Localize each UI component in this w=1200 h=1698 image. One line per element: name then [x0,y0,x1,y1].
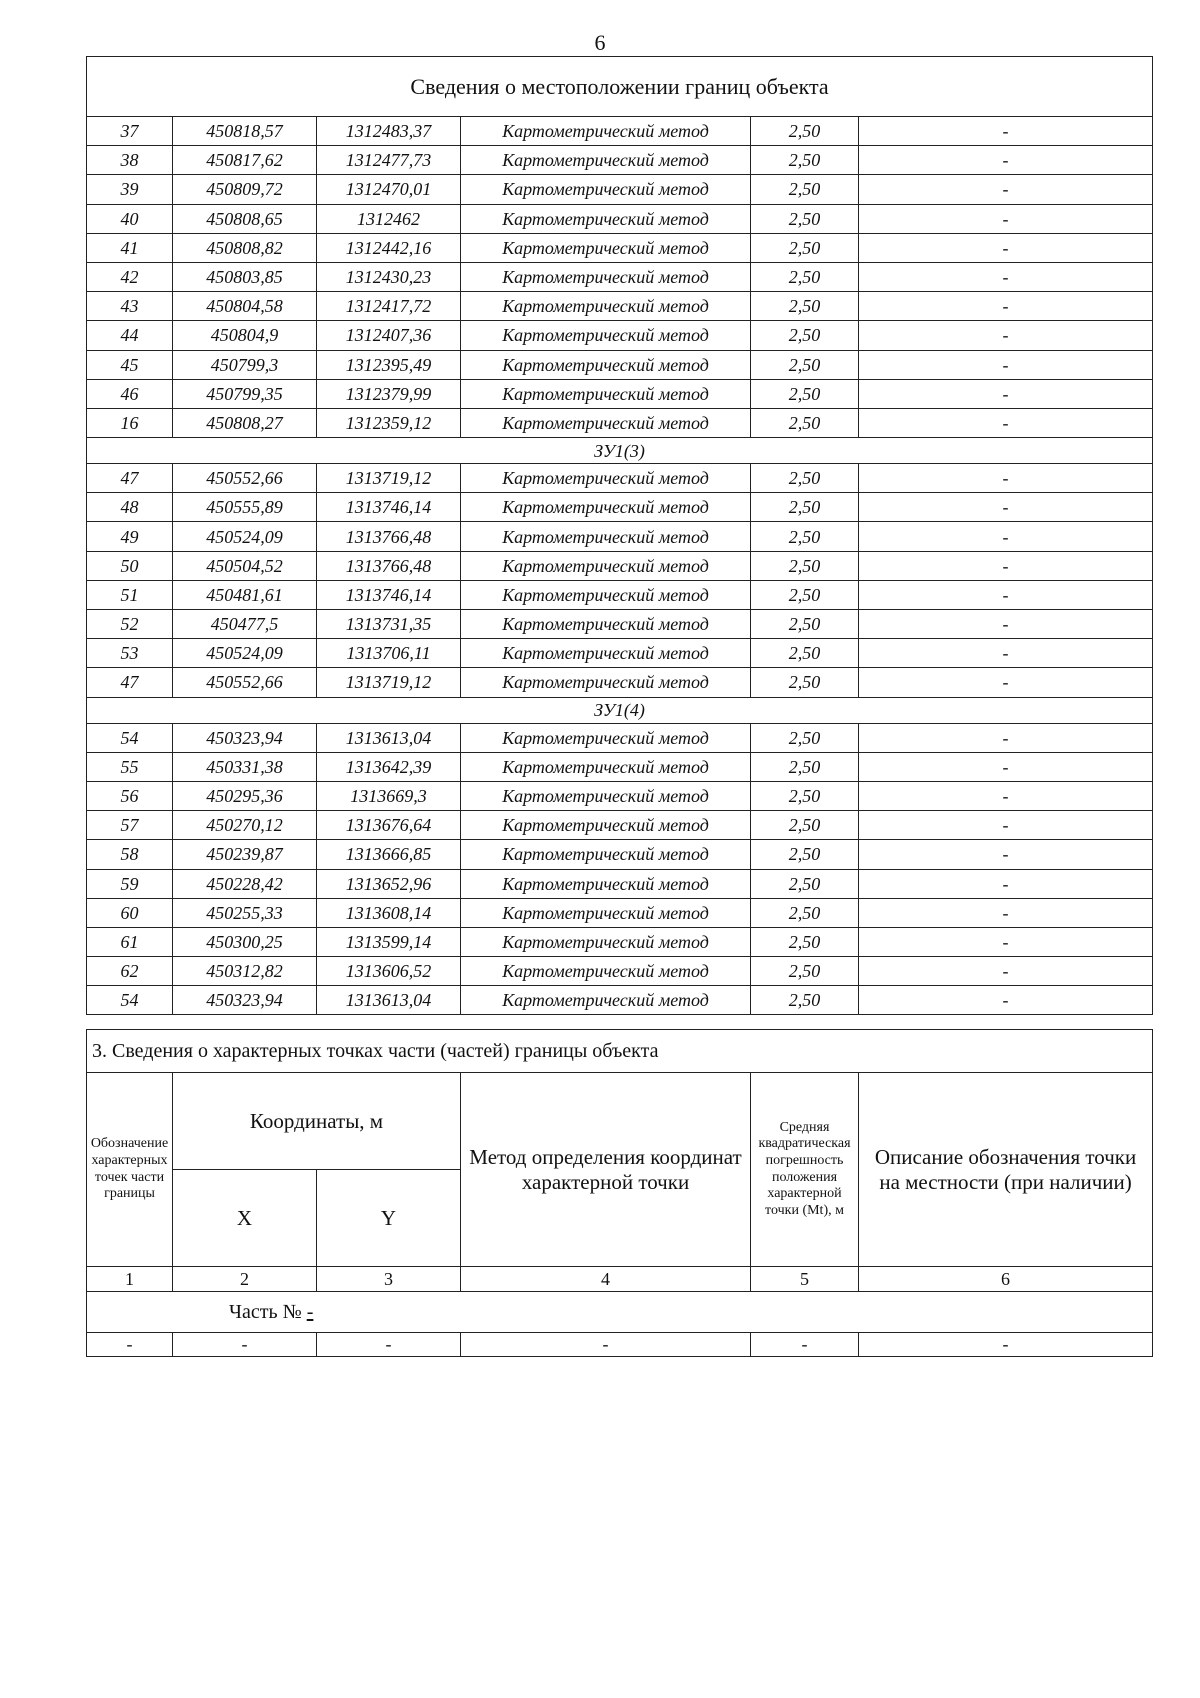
x-coordinate-cell: 450817,62 [173,146,317,175]
y-coordinate-cell: 1312359,12 [317,408,461,437]
error-cell: 2,50 [751,840,859,869]
table-title: Сведения о местоположении границ объекта [87,57,1153,117]
x-coordinate-cell: 450504,52 [173,551,317,580]
column-number: 4 [461,1267,751,1292]
method-cell: Картометрический метод [461,233,751,262]
description-cell: - [859,350,1153,379]
x-coordinate-cell: 450808,65 [173,204,317,233]
empty-data-row [87,1333,1153,1357]
method-cell: Картометрический метод [461,840,751,869]
y-coordinate-cell: 1312470,01 [317,175,461,204]
y-coordinate-cell: 1313642,39 [317,752,461,781]
table-row [87,551,1153,580]
x-coordinate-cell: 450808,82 [173,233,317,262]
point-number-cell: 57 [87,811,173,840]
column-number: 2 [173,1267,317,1292]
description-cell: - [859,292,1153,321]
point-number-cell: 47 [87,464,173,493]
error-cell: 2,50 [751,580,859,609]
column-number: 5 [751,1267,859,1292]
part-number-label: Часть № [229,1300,302,1323]
header-coordinates: Координаты, м [173,1073,461,1170]
y-coordinate-cell: 1313599,14 [317,927,461,956]
table-row [87,321,1153,350]
error-cell: 2,50 [751,781,859,810]
error-cell: 2,50 [751,752,859,781]
table-cell: - [87,1333,173,1357]
table-cell: - [173,1333,317,1357]
method-cell: Картометрический метод [461,986,751,1015]
error-cell: 2,50 [751,551,859,580]
error-cell: 2,50 [751,379,859,408]
x-coordinate-cell: 450312,82 [173,957,317,986]
description-cell: - [859,262,1153,291]
error-cell: 2,50 [751,175,859,204]
description-cell: - [859,493,1153,522]
description-cell: - [859,781,1153,810]
description-cell: - [859,117,1153,146]
method-cell: Картометрический метод [461,639,751,668]
description-cell: - [859,408,1153,437]
description-cell: - [859,464,1153,493]
table-row [87,840,1153,869]
error-cell: 2,50 [751,898,859,927]
description-cell: - [859,811,1153,840]
error-cell: 2,50 [751,464,859,493]
description-cell: - [859,522,1153,551]
y-coordinate-cell: 1313706,11 [317,639,461,668]
method-cell: Картометрический метод [461,610,751,639]
y-coordinate-cell: 1313613,04 [317,986,461,1015]
point-number-cell: 46 [87,379,173,408]
point-number-cell: 39 [87,175,173,204]
part-points-table [86,1029,1153,1357]
table-row [87,379,1153,408]
table-row [87,986,1153,1015]
y-coordinate-cell: 1313652,96 [317,869,461,898]
table-row [87,408,1153,437]
method-cell: Картометрический метод [461,898,751,927]
x-coordinate-cell: 450799,3 [173,350,317,379]
y-coordinate-cell: 1313719,12 [317,464,461,493]
method-cell: Картометрический метод [461,522,751,551]
column-number: 3 [317,1267,461,1292]
part-number-row [87,1292,1153,1333]
table-cell: - [461,1333,751,1357]
error-cell: 2,50 [751,408,859,437]
point-number-cell: 42 [87,262,173,291]
x-coordinate-cell: 450300,25 [173,927,317,956]
table-row [87,175,1153,204]
table-row [87,898,1153,927]
method-cell: Картометрический метод [461,668,751,697]
error-cell: 2,50 [751,927,859,956]
description-cell: - [859,752,1153,781]
error-cell: 2,50 [751,146,859,175]
point-number-cell: 53 [87,639,173,668]
y-coordinate-cell: 1313606,52 [317,957,461,986]
table-row [87,957,1153,986]
error-cell: 2,50 [751,233,859,262]
x-coordinate-cell: 450552,66 [173,668,317,697]
description-cell: - [859,957,1153,986]
method-cell: Картометрический метод [461,927,751,956]
point-number-cell: 62 [87,957,173,986]
x-coordinate-cell: 450803,85 [173,262,317,291]
table-row [87,752,1153,781]
method-cell: Картометрический метод [461,408,751,437]
y-coordinate-cell: 1312442,16 [317,233,461,262]
group-label: ЗУ1(4) [87,697,1153,723]
error-cell: 2,50 [751,292,859,321]
table-row [87,350,1153,379]
x-coordinate-cell: 450818,57 [173,117,317,146]
method-cell: Картометрический метод [461,262,751,291]
x-coordinate-cell: 450239,87 [173,840,317,869]
description-cell: - [859,668,1153,697]
method-cell: Картометрический метод [461,292,751,321]
method-cell: Картометрический метод [461,869,751,898]
description-cell: - [859,233,1153,262]
description-cell: - [859,321,1153,350]
x-coordinate-cell: 450524,09 [173,639,317,668]
group-row [87,438,1153,464]
y-coordinate-cell: 1312483,37 [317,117,461,146]
header-y: Y [317,1170,461,1267]
description-cell: - [859,869,1153,898]
description-cell: - [859,840,1153,869]
error-cell: 2,50 [751,204,859,233]
method-cell: Картометрический метод [461,117,751,146]
page-number: 6 [594,30,606,55]
y-coordinate-cell: 1313608,14 [317,898,461,927]
group-row [87,697,1153,723]
table-row [87,610,1153,639]
y-coordinate-cell: 1313669,3 [317,781,461,810]
x-coordinate-cell: 450323,94 [173,723,317,752]
y-coordinate-cell: 1312395,49 [317,350,461,379]
point-number-cell: 51 [87,580,173,609]
description-cell: - [859,898,1153,927]
y-coordinate-cell: 1313766,48 [317,551,461,580]
table-row [87,117,1153,146]
part-number-value: - [306,1300,314,1323]
x-coordinate-cell: 450552,66 [173,464,317,493]
point-number-cell: 58 [87,840,173,869]
column-number: 1 [87,1267,173,1292]
y-coordinate-cell: 1313666,85 [317,840,461,869]
method-cell: Картометрический метод [461,752,751,781]
point-number-cell: 61 [87,927,173,956]
description-cell: - [859,175,1153,204]
table-row [87,233,1153,262]
method-cell: Картометрический метод [461,350,751,379]
y-coordinate-cell: 1312430,23 [317,262,461,291]
y-coordinate-cell: 1313676,64 [317,811,461,840]
table-row [87,464,1153,493]
point-number-cell: 45 [87,350,173,379]
point-number-cell: 38 [87,146,173,175]
point-number-cell: 60 [87,898,173,927]
error-cell: 2,50 [751,350,859,379]
error-cell: 2,50 [751,668,859,697]
error-cell: 2,50 [751,869,859,898]
x-coordinate-cell: 450331,38 [173,752,317,781]
point-number-cell: 52 [87,610,173,639]
method-cell: Картометрический метод [461,146,751,175]
table-row [87,639,1153,668]
x-coordinate-cell: 450255,33 [173,898,317,927]
point-number-cell: 40 [87,204,173,233]
table-cell: - [317,1333,461,1357]
header-x: X [173,1170,317,1267]
table-row [87,811,1153,840]
table-cell: - [751,1333,859,1357]
point-number-cell: 48 [87,493,173,522]
table-row [87,668,1153,697]
y-coordinate-cell: 1312379,99 [317,379,461,408]
method-cell: Картометрический метод [461,781,751,810]
x-coordinate-cell: 450799,35 [173,379,317,408]
table-row [87,262,1153,291]
method-cell: Картометрический метод [461,580,751,609]
y-coordinate-cell: 1313766,48 [317,522,461,551]
group-label: ЗУ1(3) [87,438,1153,464]
y-coordinate-cell: 1313746,14 [317,493,461,522]
description-cell: - [859,723,1153,752]
header-method: Метод определения координат характерной точки [461,1073,751,1267]
description-cell: - [859,146,1153,175]
table-row [87,869,1153,898]
error-cell: 2,50 [751,723,859,752]
header-point-designation: Обозначение характерных точек части границы [87,1073,173,1267]
point-number-cell: 54 [87,986,173,1015]
error-cell: 2,50 [751,493,859,522]
x-coordinate-cell: 450804,9 [173,321,317,350]
point-number-cell: 56 [87,781,173,810]
error-cell: 2,50 [751,639,859,668]
error-cell: 2,50 [751,986,859,1015]
method-cell: Картометрический метод [461,723,751,752]
error-cell: 2,50 [751,811,859,840]
header-mean-error: Средняя квадратическая погрешность положения характерной точки (Mt), м [751,1073,859,1267]
table-row [87,292,1153,321]
description-cell: - [859,986,1153,1015]
x-coordinate-cell: 450804,58 [173,292,317,321]
point-number-cell: 54 [87,723,173,752]
x-coordinate-cell: 450524,09 [173,522,317,551]
table-row [87,927,1153,956]
x-coordinate-cell: 450323,94 [173,986,317,1015]
error-cell: 2,50 [751,321,859,350]
method-cell: Картометрический метод [461,204,751,233]
point-number-cell: 16 [87,408,173,437]
method-cell: Картометрический метод [461,321,751,350]
x-coordinate-cell: 450481,61 [173,580,317,609]
coordinates-table [86,56,1153,1015]
method-cell: Картометрический метод [461,811,751,840]
table-row [87,204,1153,233]
description-cell: - [859,551,1153,580]
point-number-cell: 47 [87,668,173,697]
method-cell: Картометрический метод [461,493,751,522]
description-cell: - [859,639,1153,668]
error-cell: 2,50 [751,262,859,291]
table-row [87,493,1153,522]
y-coordinate-cell: 1312417,72 [317,292,461,321]
header-description: Описание обозначения точки на местности (при наличии) [859,1073,1153,1267]
error-cell: 2,50 [751,522,859,551]
table-row [87,723,1153,752]
point-number-cell: 49 [87,522,173,551]
y-coordinate-cell: 1312407,36 [317,321,461,350]
method-cell: Картометрический метод [461,957,751,986]
y-coordinate-cell: 1312462 [317,204,461,233]
point-number-cell: 55 [87,752,173,781]
x-coordinate-cell: 450477,5 [173,610,317,639]
x-coordinate-cell: 450809,72 [173,175,317,204]
x-coordinate-cell: 450270,12 [173,811,317,840]
error-cell: 2,50 [751,117,859,146]
x-coordinate-cell: 450555,89 [173,493,317,522]
error-cell: 2,50 [751,610,859,639]
description-cell: - [859,610,1153,639]
description-cell: - [859,379,1153,408]
y-coordinate-cell: 1313613,04 [317,723,461,752]
point-number-cell: 50 [87,551,173,580]
y-coordinate-cell: 1313731,35 [317,610,461,639]
section-title: 3. Сведения о характерных точках части (частей) границы объекта [87,1030,1153,1073]
x-coordinate-cell: 450808,27 [173,408,317,437]
y-coordinate-cell: 1313719,12 [317,668,461,697]
point-number-cell: 37 [87,117,173,146]
x-coordinate-cell: 450295,36 [173,781,317,810]
description-cell: - [859,204,1153,233]
description-cell: - [859,580,1153,609]
error-cell: 2,50 [751,957,859,986]
table-row [87,146,1153,175]
point-number-cell: 59 [87,869,173,898]
description-cell: - [859,927,1153,956]
table-row [87,522,1153,551]
point-number-cell: 41 [87,233,173,262]
column-numbers-row [87,1267,1153,1292]
method-cell: Картометрический метод [461,464,751,493]
method-cell: Картометрический метод [461,379,751,408]
point-number-cell: 44 [87,321,173,350]
y-coordinate-cell: 1313746,14 [317,580,461,609]
x-coordinate-cell: 450228,42 [173,869,317,898]
table-row [87,580,1153,609]
column-number: 6 [859,1267,1153,1292]
table-row [87,781,1153,810]
method-cell: Картометрический метод [461,551,751,580]
point-number-cell: 43 [87,292,173,321]
method-cell: Картометрический метод [461,175,751,204]
table-cell: - [859,1333,1153,1357]
y-coordinate-cell: 1312477,73 [317,146,461,175]
